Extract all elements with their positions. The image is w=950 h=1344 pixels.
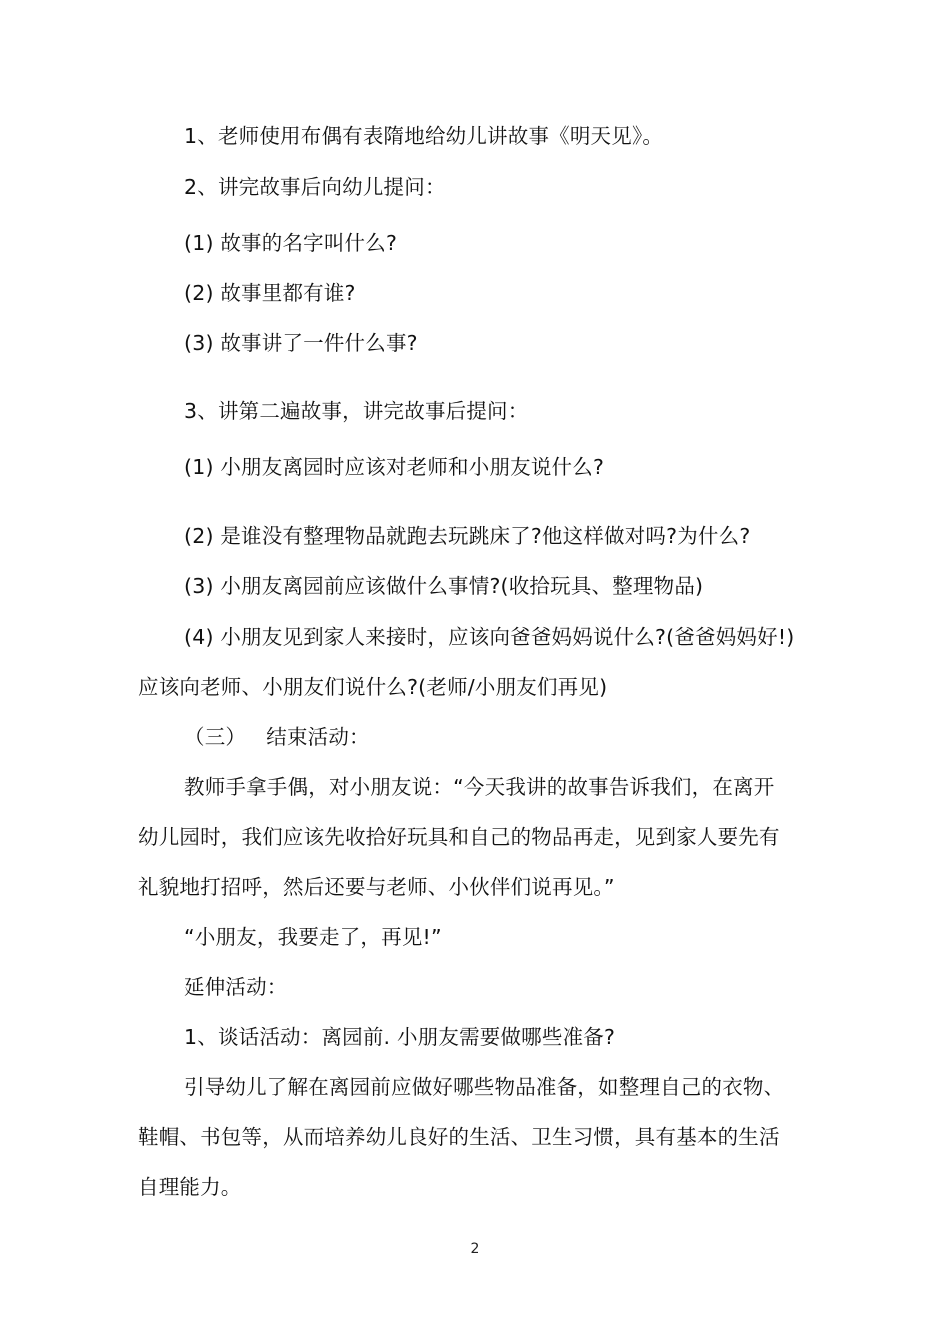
question-story-name: (1) 故事的名字叫什么? [184, 231, 398, 255]
question-greeting-continued: 应该向老师、小朋友们说什么?(老师/小朋友们再见) [138, 675, 608, 699]
paragraph-guide-line-3: 自理能力。 [138, 1175, 242, 1199]
question-greeting-family: (4) 小朋友见到家人来接时，应该向爸爸妈妈说什么?(爸爸妈妈好!) [184, 625, 795, 649]
item-story-telling: 1、老师使用布偶有表隋地给幼儿讲故事《明天见》。 [184, 124, 664, 148]
question-before-leaving: (3) 小朋友离园前应该做什么事情?(收拾玩具、整理物品) [184, 574, 704, 598]
question-farewell-words: (1) 小朋友离园时应该对老师和小朋友说什么? [184, 455, 605, 479]
section-heading-extension: 延伸活动： [184, 975, 288, 999]
paragraph-teacher-line-2: 幼儿园时，我们应该先收拾好玩具和自己的物品再走，见到家人要先有 [138, 825, 780, 849]
item-questions-after-story: 2、讲完故事后向幼儿提问： [184, 175, 446, 199]
question-who-did-not-tidy: (2) 是谁没有整理物品就跑去玩跳床了?他这样做对吗?为什么? [184, 524, 751, 548]
question-story-characters: (2) 故事里都有谁? [184, 281, 356, 305]
paragraph-guide-line-2: 鞋帽、书包等，从而培养幼儿良好的生活、卫生习惯，具有基本的生活 [138, 1125, 780, 1149]
question-story-event: (3) 故事讲了一件什么事? [184, 331, 418, 355]
section-heading-ending: （三） 结束活动： [184, 725, 370, 749]
quote-goodbye: “小朋友，我要走了，再见!” [184, 925, 442, 949]
page-number: 2 [470, 1241, 480, 1257]
item-talk-activity: 1、谈话活动：离园前. 小朋友需要做哪些准备? [184, 1025, 616, 1049]
paragraph-teacher-line-1: 教师手拿手偶，对小朋友说：“今天我讲的故事告诉我们，在离开 [184, 775, 775, 799]
paragraph-teacher-line-3: 礼貌地打招呼，然后还要与老师、小伙伴们说再见。” [138, 875, 615, 899]
paragraph-guide-line-1: 引导幼儿了解在离园前应做好哪些物品准备，如整理自己的衣物、 [184, 1075, 785, 1099]
item-second-telling: 3、讲第二遍故事，讲完故事后提问： [184, 399, 529, 423]
